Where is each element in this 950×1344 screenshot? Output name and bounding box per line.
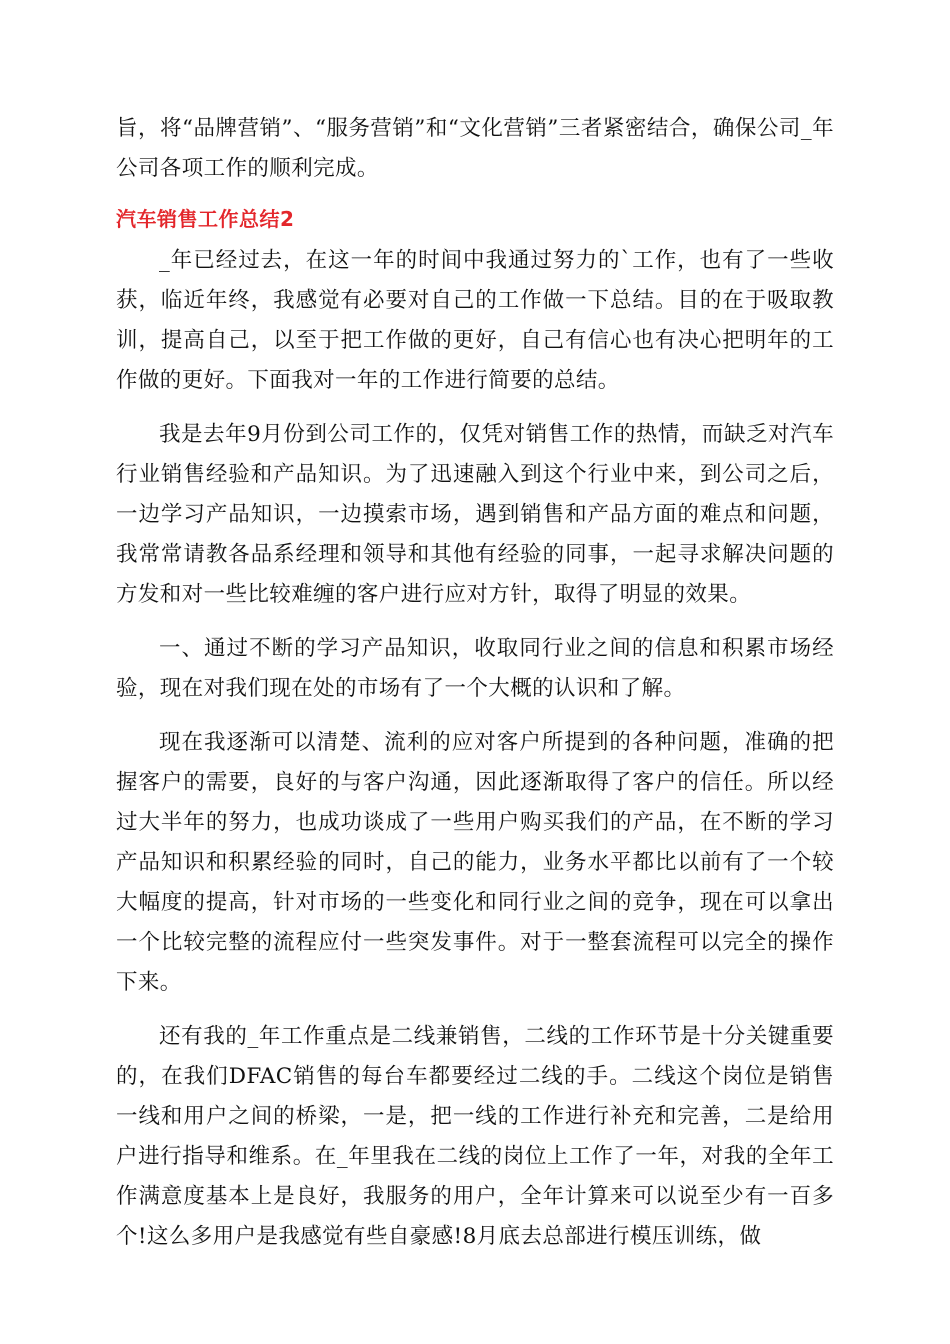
intro-paragraph: 旨，将“品牌营销”、“服务营销”和“文化营销”三者紧密结合，确保公司_年公司各项工作的顺利完成。: [116, 116, 834, 181]
paragraph-5: 还有我的_年工作重点是二线兼销售，二线的工作环节是十分关键重要的，在我们DFAC销售的每台车都要经过二线的手。二线这个岗位是销售一线和用户之间的桥梁，一是，把一线的工作进行补充和完善，二是给用户进行指导和维系。在_年里我在二线的岗位上工作了一年，对我的全年工作满意度基本上是良好，我服务的用户，全年计算来可以说至少有一百多个!这么多用户是我感觉有些自豪感!8月底去总部进行模压训练，做: [116, 1024, 834, 1249]
paragraph-1: _年已经过去，在这一年的时间中我通过努力的`工作，也有了一些收获，临近年终，我感觉有必要对自己的工作做一下总结。目的在于吸取教训，提高自己，以至于把工作做的更好，自己有信心也有决心把明年的工作做的更好。下面我对一年的工作进行简要的总结。: [116, 248, 834, 393]
paragraph-4: 现在我逐渐可以清楚、流利的应对客户所提到的各种问题，准确的把握客户的需要，良好的与客户沟通，因此逐渐取得了客户的信任。所以经过大半年的努力，也成功谈成了一些用户购买我们的产品，在不断的学习产品知识和积累经验的同时，自己的能力，业务水平都比以前有了一个较大幅度的提高，针对市场的一些变化和同行业之间的竞争，现在可以拿出一个比较完整的流程应付一些突发事件。对于一整套流程可以完全的操作下来。: [116, 730, 834, 995]
paragraph-3: 一、通过不断的学习产品知识，收取同行业之间的信息和积累市场经验，现在对我们现在处的市场有了一个大概的认识和了解。: [116, 636, 834, 701]
section-title: 汽车销售工作总结2: [116, 207, 295, 231]
document-body: [116, 109, 834, 1257]
paragraph-2: 我是去年9月份到公司工作的，仅凭对销售工作的热情，而缺乏对汽车行业销售经验和产品知识。为了迅速融入到这个行业中来，到公司之后，一边学习产品知识，一边摸索市场，遇到销售和产品方面的难点和问题，我常常请教各品系经理和领导和其他有经验的同事，一起寻求解决问题的方发和对一些比较难缠的客户进行应对方针，取得了明显的效果。: [116, 422, 834, 607]
